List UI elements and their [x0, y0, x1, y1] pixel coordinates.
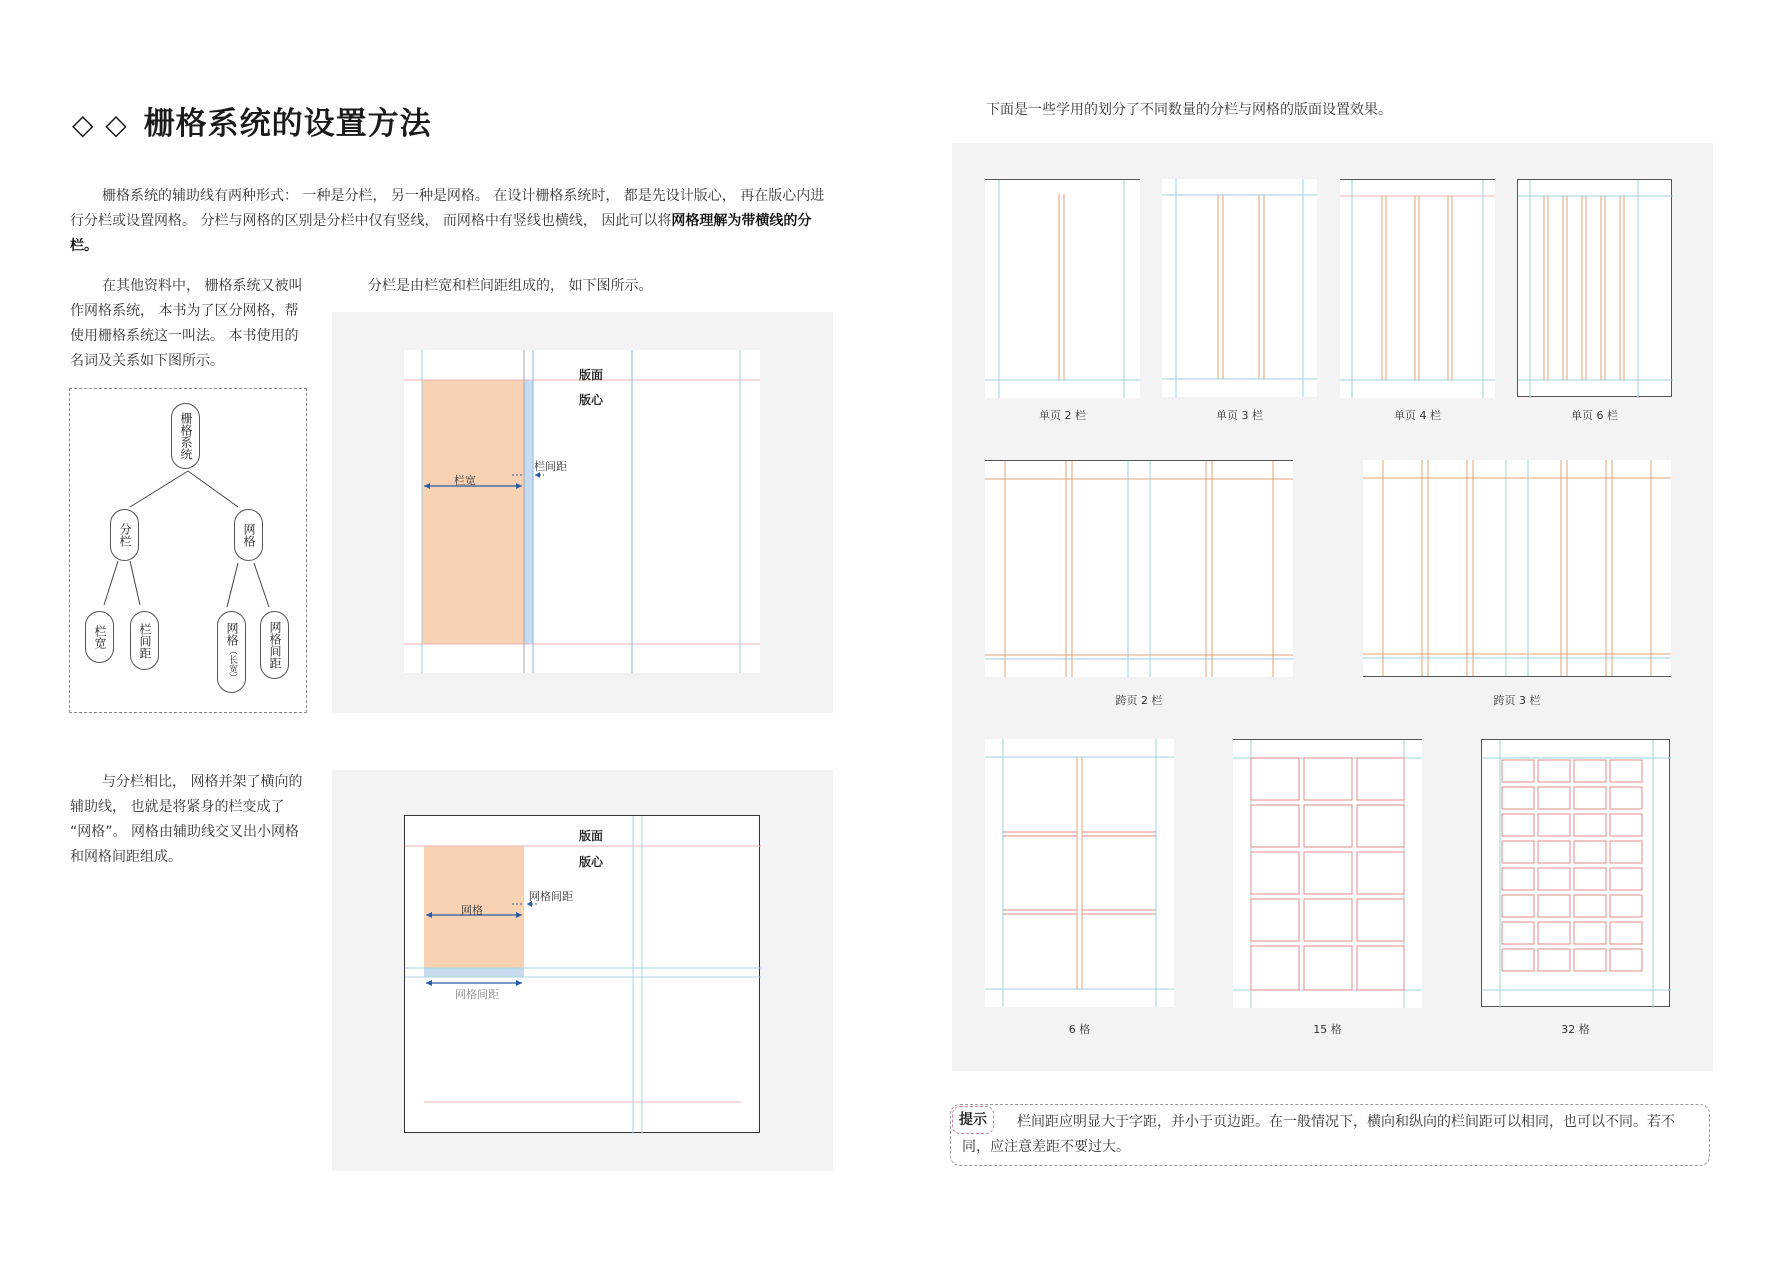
example-grid-15-guides	[1233, 740, 1422, 1008]
grid-row-gutter-label: 网格间距	[455, 988, 499, 1001]
column-diagram-page-label: 版面	[579, 368, 604, 382]
grid-diagram-panel	[332, 770, 833, 1171]
tree-node-grid-gutter: 网格间距	[260, 611, 289, 679]
tip-text: 栏间距应明显大于字距，并小于页边距。在一般情况下，横向和纵向的栏间距可以相同，也可以不同。若不同，应注意差距不要过大。	[962, 1114, 1675, 1155]
example-grid-32-guides	[1482, 740, 1671, 1008]
example-single-4col	[1340, 179, 1495, 398]
tree-node-grid-cell	[217, 611, 246, 693]
example-single-6col-guides	[1518, 180, 1673, 398]
example-grid-32	[1481, 739, 1670, 1007]
example-spread-3col	[1363, 460, 1671, 677]
tip-tag: 提示	[952, 1106, 994, 1134]
intro-bold-text: 网格理解为带横线的分栏。	[70, 213, 812, 254]
tree-node-grid-cell-sub: （长宽）	[227, 646, 237, 682]
label-grid-6: 6 格	[1068, 1023, 1091, 1036]
grid-cell-label: 网格	[461, 904, 483, 917]
gutter-label: 栏间距	[534, 460, 567, 473]
example-spread-3col-guides	[1363, 460, 1671, 676]
example-single-6col	[1517, 179, 1672, 397]
grid-paragraph: 与分栏相比， 网格并架了横向的辅助线， 也就是将紧身的栏变成了 “网格”。 网格由辅助线交叉出小网格和网格间距组成。	[70, 774, 303, 865]
examples-panel	[952, 143, 1713, 1071]
tree-node-gutter: 栏间距	[130, 611, 159, 670]
grid-diagram-page-label: 版面	[579, 829, 604, 843]
tree-node-grid: 网格	[234, 509, 263, 561]
example-spread-2col-guides	[985, 461, 1293, 677]
label-single-4col: 单页 4 栏	[1394, 409, 1441, 422]
tree-node-root: 栅格系统	[171, 403, 200, 469]
example-single-4col-guides	[1340, 180, 1495, 398]
label-single-3col: 单页 3 栏	[1216, 409, 1263, 422]
example-single-2col	[985, 179, 1140, 398]
column-diagram-panel	[332, 312, 833, 713]
example-grid-6-guides	[985, 739, 1174, 1007]
intro-text: 栅格系统的辅助线有两种形式： 一种是分栏， 另一种是网格。 在设计栅格系统时， 都是先设计版心， 再在版心内进行分栏或设置网格。 分栏与网格的区别是分栏中仅有竖线， 而网格中有竖线也横线， 因此可以将	[70, 188, 825, 229]
grid-diagram-page	[404, 815, 760, 1133]
column-caption: 分栏是由栏宽和栏间距组成的， 如下图所示。	[368, 278, 653, 294]
example-grid-6	[985, 739, 1174, 1007]
column-diagram-content-label: 版心	[579, 393, 604, 407]
label-spread-3col: 跨页 3 栏	[1493, 694, 1541, 707]
label-spread-2col: 跨页 2 栏	[1115, 694, 1163, 707]
tree-node-columns: 分栏	[110, 509, 139, 561]
column-width-label: 栏宽	[454, 474, 476, 487]
example-single-2col-guides	[985, 180, 1140, 398]
column-diagram-page	[404, 350, 760, 673]
tree-node-column-width: 栏宽	[85, 611, 114, 663]
terminology-tree	[69, 388, 307, 713]
label-single-6col: 单页 6 栏	[1571, 409, 1618, 422]
example-grid-15	[1233, 739, 1422, 1008]
label-grid-15: 15 格	[1313, 1023, 1342, 1036]
page-title	[72, 98, 432, 143]
label-grid-32: 32 格	[1561, 1023, 1590, 1036]
label-single-2col: 单页 2 栏	[1039, 409, 1086, 422]
side-paragraph: 在其他资料中， 栅格系统又被叫作网格系统， 本书为了区分网格，帮使用栅格系统这一叫法。 本书使用的名词及关系如下图所示。	[70, 278, 303, 369]
grid-diagram-content-label: 版心	[579, 855, 604, 869]
example-spread-2col	[985, 460, 1293, 677]
grid-gutter-label: 网格间距	[529, 890, 573, 903]
intro-paragraph	[70, 184, 830, 259]
title-text: 栅格系统的设置方法	[143, 106, 432, 142]
tree-node-grid-cell-main: 网格	[225, 622, 239, 646]
title-diamonds: ◇ ◇	[72, 108, 128, 141]
example-single-3col	[1162, 179, 1317, 397]
example-single-3col-guides	[1162, 179, 1317, 397]
right-header: 下面是一些学用的划分了不同数量的分栏与网格的版面设置效果。	[986, 102, 1392, 118]
